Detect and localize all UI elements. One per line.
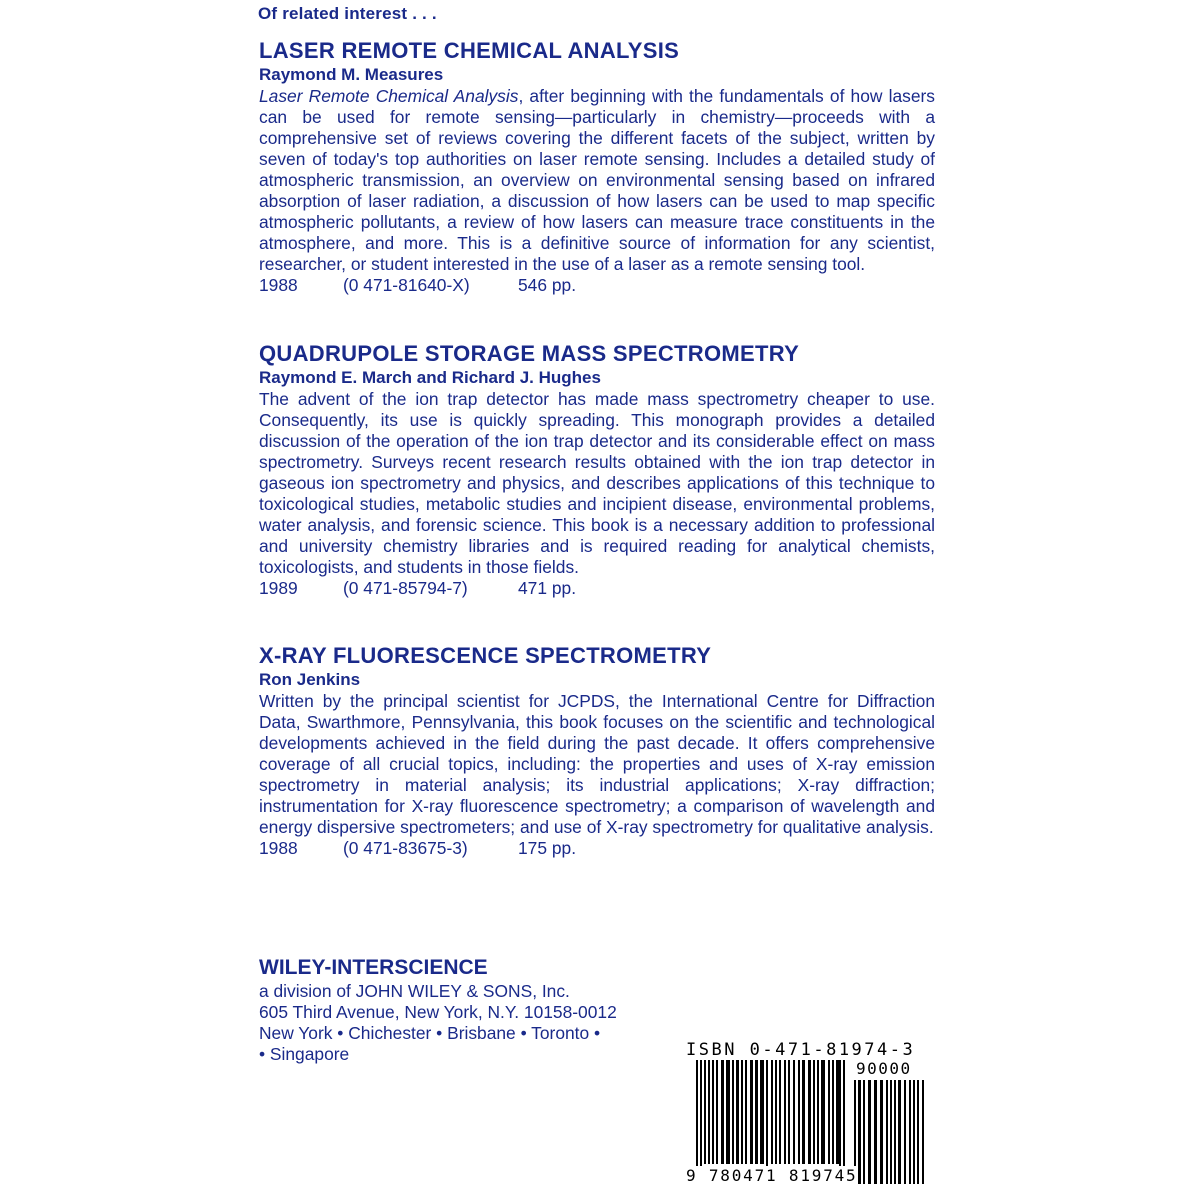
barcode-bar	[874, 1080, 877, 1184]
barcode-bar	[858, 1080, 861, 1184]
barcode-bar	[868, 1080, 871, 1184]
book-description-italic: Laser Remote Chemical Analysis	[259, 86, 519, 106]
barcode-bar	[741, 1060, 743, 1164]
barcode-bar	[813, 1060, 815, 1164]
barcode-bar	[922, 1080, 924, 1184]
barcode-bar	[766, 1060, 768, 1170]
book-isbn: (0 471-83675-3)	[343, 838, 468, 858]
barcode-bar	[917, 1080, 919, 1184]
book-pages: 546 pp.	[518, 275, 577, 295]
book-year: 1988	[259, 275, 298, 295]
book-meta	[259, 578, 935, 599]
book-description-text: The advent of the ion trap detector has made mass spectrometry cheaper to use. Consequently, its use is quickly spreading. This monograph provides a detailed discussion of the operation of the ion trap detector and its considerable effect on mass spectrometry. Surveys recent research results obtained with the ion trap detector in gaseous ion spectrometry and physics, and describes applications of this technique to toxicological studies, metabolic studies and incipient disease, environmental problems, water analysis, and forensic science. This book is a necessary addition to professional and university chemistry libraries and is required reading for analytical chemists, toxicologists, and students in those fields.	[259, 389, 935, 577]
barcode-bar	[760, 1060, 764, 1164]
book-year: 1988	[259, 838, 298, 858]
barcode-bar	[832, 1060, 834, 1164]
barcode-bar	[700, 1060, 702, 1170]
barcode-bar	[839, 1060, 841, 1170]
barcode-bar	[843, 1060, 845, 1170]
book-isbn: (0 471-81640-X)	[343, 275, 470, 295]
book-pages: 471 pp.	[518, 578, 577, 598]
barcode-bar	[913, 1080, 915, 1184]
book-title: X-RAY FLUORESCENCE SPECTROMETRY	[259, 643, 712, 668]
barcode-bar	[886, 1080, 888, 1184]
barcode-bar	[802, 1060, 805, 1164]
book-pages: 175 pp.	[518, 838, 577, 858]
barcode-ean-digits: 9 780471 819745	[686, 1166, 858, 1185]
barcode-bar	[708, 1060, 710, 1164]
publisher-address: 605 Third Avenue, New York, N.Y. 10158-0012	[259, 1002, 617, 1022]
barcode-bar	[726, 1060, 730, 1164]
book-author: Raymond E. March and Richard J. Hughes	[259, 368, 601, 387]
book-description-text: Written by the principal scientist for JCPDS, the International Centre for Diffraction Data, Swarthmore, Pennsylvania, this book focuses on the scientific and technological developments achieved in the field during the past decade. It offers comprehensive coverage of all crucial topics, including: the properties and uses of X-ray emission spectrometry in material analysis; its industrial applications; X-ray diffraction; instrumentation for X-ray fluorescence spectrometry; a comparison of wavelength and energy dispersive spectrometers; and use of X-ray spectrometry for qualitative analysis.	[259, 691, 935, 837]
publisher-name: WILEY-INTERSCIENCE	[259, 956, 488, 979]
barcode-bar	[808, 1060, 811, 1164]
book-author: Raymond M. Measures	[259, 65, 444, 84]
barcode-bar	[745, 1060, 747, 1164]
barcode-bar	[736, 1060, 739, 1164]
barcode-bar	[721, 1060, 724, 1164]
publisher-division: a division of JOHN WILEY & SONS, Inc.	[259, 981, 570, 1001]
barcode-bar	[712, 1060, 714, 1164]
barcode-bar	[704, 1060, 706, 1164]
barcode-bar	[904, 1080, 906, 1184]
barcode-bar	[798, 1060, 800, 1164]
book-author: Ron Jenkins	[259, 670, 361, 689]
barcode-bar	[828, 1060, 830, 1164]
barcode-bar	[732, 1060, 734, 1164]
barcode-isbn-text: ISBN 0-471-81974-3	[686, 1040, 916, 1060]
related-interest-heading: Of related interest . . .	[258, 4, 437, 23]
barcode-bar	[755, 1060, 758, 1164]
barcode-bar	[863, 1080, 865, 1184]
barcode-bar	[788, 1060, 790, 1164]
barcode-bar	[771, 1060, 773, 1164]
publisher-cities-continued: • Singapore	[259, 1044, 350, 1064]
barcode-bar	[821, 1060, 825, 1164]
barcode-bar	[784, 1060, 786, 1164]
barcode-bar	[793, 1060, 795, 1164]
barcode-bar	[890, 1080, 892, 1184]
barcode-bar	[836, 1060, 839, 1164]
book-meta	[259, 838, 935, 859]
book-description	[259, 389, 935, 578]
barcode-bar	[750, 1060, 753, 1164]
barcode-bar	[898, 1080, 901, 1184]
book-description-text: , after beginning with the fundamentals of how lasers can be used for remote sensing—particularly in chemistry—proceeds with a comprehensive set of reviews covering the different facets of the subject, written by seven of today's top authorities on laser remote sensing. Includes a detailed study of atmospheric transmission, an overview on environmental sensing based on infrared absorption of laser radiation, a discussion of how lasers can be used to map specific atmospheric pollutants, a review of how lasers can measure trace constituents in the atmosphere, and more. This is a definitive source of information for any scientist, researcher, or student interested in the use of a laser as a remote sensing tool.	[259, 86, 935, 274]
book-isbn: (0 471-85794-7)	[343, 578, 468, 598]
book-year: 1989	[259, 578, 298, 598]
barcode-bar	[696, 1060, 698, 1170]
barcode-bar	[779, 1060, 781, 1164]
book-entry-2	[259, 341, 935, 599]
publisher-block	[259, 955, 679, 1065]
barcode-price-code: 90000	[856, 1059, 912, 1078]
barcode-bar	[909, 1080, 911, 1184]
barcode-bar	[894, 1080, 896, 1184]
book-entry-1	[259, 38, 935, 296]
barcode-bar	[817, 1060, 819, 1164]
book-description	[259, 86, 935, 275]
book-title: LASER REMOTE CHEMICAL ANALYSIS	[259, 38, 680, 63]
barcode-bar	[716, 1060, 718, 1164]
book-title: QUADRUPOLE STORAGE MASS SPECTROMETRY	[259, 341, 800, 366]
publisher-cities: New York • Chichester • Brisbane • Toronto •	[259, 1023, 601, 1043]
book-meta	[259, 275, 935, 296]
barcode-bar	[880, 1080, 883, 1184]
barcode-area	[686, 1040, 936, 1190]
barcode-bar	[775, 1060, 777, 1164]
book-description	[259, 691, 935, 838]
book-entry-3	[259, 643, 935, 859]
